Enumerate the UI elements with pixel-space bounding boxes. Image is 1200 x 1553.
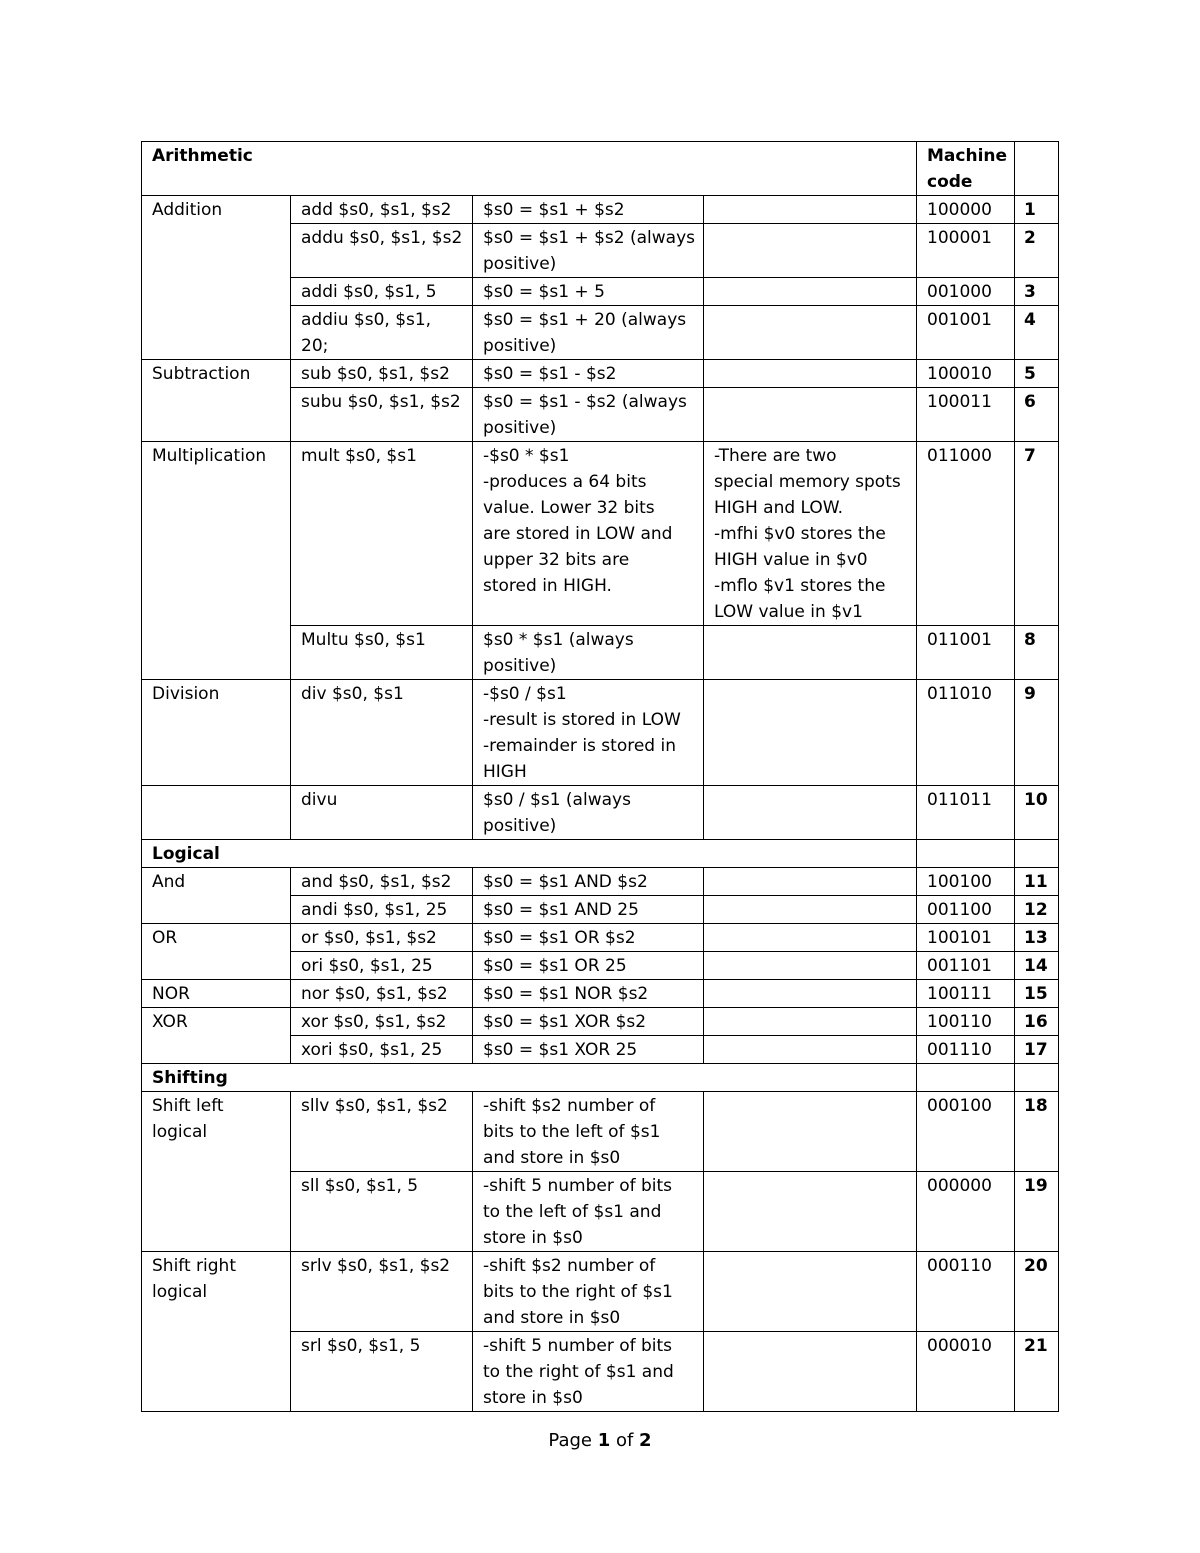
index-cell: 6 bbox=[1015, 388, 1059, 442]
description-cell: $s0 = $s1 OR 25 bbox=[473, 952, 704, 980]
instruction-table bbox=[141, 141, 1059, 1412]
machine-code-cell: 001001 bbox=[917, 306, 1015, 360]
instruction-cell: addiu $s0, $s1, 20; bbox=[291, 306, 473, 360]
description-cell: $s0 = $s1 - $s2 (always positive) bbox=[473, 388, 704, 442]
category-cell: OR bbox=[142, 924, 291, 952]
description-cell: $s0 / $s1 (always positive) bbox=[473, 786, 704, 840]
index-cell: 2 bbox=[1015, 224, 1059, 278]
machine-code-cell: 000000 bbox=[917, 1172, 1015, 1252]
table-row bbox=[142, 196, 1059, 224]
section-instruction-cell bbox=[291, 142, 473, 196]
notes-cell bbox=[704, 388, 917, 442]
notes-cell bbox=[704, 1008, 917, 1036]
section-category-cell: Logical bbox=[142, 840, 291, 868]
notes-cell: -There are two special memory spots HIGH and LOW. -mfhi $v0 stores the HIGH value in $v0 -mflo $v1 stores the LOW value in $v1 bbox=[704, 442, 917, 626]
machine-code-cell: 100010 bbox=[917, 360, 1015, 388]
description-cell: $s0 = $s1 AND 25 bbox=[473, 896, 704, 924]
category-cell: Shift right logical bbox=[142, 1252, 291, 1332]
category-cell bbox=[142, 626, 291, 680]
notes-cell bbox=[704, 360, 917, 388]
description-cell: -shift 5 number of bits to the right of $s1 and store in $s0 bbox=[473, 1332, 704, 1412]
index-cell: 12 bbox=[1015, 896, 1059, 924]
description-cell: $s0 = $s1 + 5 bbox=[473, 278, 704, 306]
section-category-cell: Shifting bbox=[142, 1064, 291, 1092]
table-row bbox=[142, 1008, 1059, 1036]
instruction-cell: sub $s0, $s1, $s2 bbox=[291, 360, 473, 388]
notes-cell bbox=[704, 306, 917, 360]
notes-cell bbox=[704, 1252, 917, 1332]
notes-cell bbox=[704, 626, 917, 680]
notes-cell bbox=[704, 1036, 917, 1064]
notes-cell bbox=[704, 1092, 917, 1172]
instruction-cell: subu $s0, $s1, $s2 bbox=[291, 388, 473, 442]
section-header-row bbox=[142, 142, 1059, 196]
instruction-cell: srlv $s0, $s1, $s2 bbox=[291, 1252, 473, 1332]
table-row bbox=[142, 1092, 1059, 1172]
table-row bbox=[142, 952, 1059, 980]
instruction-cell: addi $s0, $s1, 5 bbox=[291, 278, 473, 306]
table-row bbox=[142, 1252, 1059, 1332]
table-row bbox=[142, 1172, 1059, 1252]
index-cell: 13 bbox=[1015, 924, 1059, 952]
category-cell bbox=[142, 306, 291, 360]
table-row bbox=[142, 442, 1059, 626]
instruction-cell: xori $s0, $s1, 25 bbox=[291, 1036, 473, 1064]
section-index-cell bbox=[1015, 142, 1059, 196]
instruction-cell: ori $s0, $s1, 25 bbox=[291, 952, 473, 980]
machine-code-cell: 100101 bbox=[917, 924, 1015, 952]
machine-code-cell: 001110 bbox=[917, 1036, 1015, 1064]
notes-cell bbox=[704, 980, 917, 1008]
section-description-cell bbox=[473, 1064, 704, 1092]
table-row bbox=[142, 224, 1059, 278]
category-cell bbox=[142, 224, 291, 278]
instruction-cell: mult $s0, $s1 bbox=[291, 442, 473, 626]
index-cell: 21 bbox=[1015, 1332, 1059, 1412]
index-cell: 9 bbox=[1015, 680, 1059, 786]
machine-code-cell: 100011 bbox=[917, 388, 1015, 442]
table-row bbox=[142, 680, 1059, 786]
table-row bbox=[142, 1036, 1059, 1064]
machine-code-cell: 011000 bbox=[917, 442, 1015, 626]
instruction-cell: or $s0, $s1, $s2 bbox=[291, 924, 473, 952]
category-cell bbox=[142, 786, 291, 840]
description-cell: -shift 5 number of bits to the left of $s1 and store in $s0 bbox=[473, 1172, 704, 1252]
instruction-cell: andi $s0, $s1, 25 bbox=[291, 896, 473, 924]
table-row bbox=[142, 626, 1059, 680]
notes-cell bbox=[704, 924, 917, 952]
table-row bbox=[142, 1332, 1059, 1412]
section-index-cell bbox=[1015, 1064, 1059, 1092]
category-cell bbox=[142, 1036, 291, 1064]
category-cell: Division bbox=[142, 680, 291, 786]
category-cell: NOR bbox=[142, 980, 291, 1008]
instruction-cell: sllv $s0, $s1, $s2 bbox=[291, 1092, 473, 1172]
section-machine-code-cell bbox=[917, 840, 1015, 868]
category-cell: XOR bbox=[142, 1008, 291, 1036]
description-cell: $s0 = $s1 + $s2 (always positive) bbox=[473, 224, 704, 278]
table-row bbox=[142, 388, 1059, 442]
index-cell: 3 bbox=[1015, 278, 1059, 306]
machine-code-cell: 000100 bbox=[917, 1092, 1015, 1172]
instruction-cell: Multu $s0, $s1 bbox=[291, 626, 473, 680]
index-cell: 19 bbox=[1015, 1172, 1059, 1252]
machine-code-cell: 100110 bbox=[917, 1008, 1015, 1036]
table-row bbox=[142, 980, 1059, 1008]
description-cell: $s0 * $s1 (always positive) bbox=[473, 626, 704, 680]
description-cell: $s0 = $s1 OR $s2 bbox=[473, 924, 704, 952]
instruction-cell: nor $s0, $s1, $s2 bbox=[291, 980, 473, 1008]
footer-middle: of bbox=[610, 1430, 640, 1451]
index-cell: 10 bbox=[1015, 786, 1059, 840]
description-cell: -$s0 / $s1 -result is stored in LOW -remainder is stored in HIGH bbox=[473, 680, 704, 786]
category-cell bbox=[142, 278, 291, 306]
notes-cell bbox=[704, 896, 917, 924]
machine-code-cell: 000110 bbox=[917, 1252, 1015, 1332]
category-cell bbox=[142, 952, 291, 980]
machine-code-cell: 001100 bbox=[917, 896, 1015, 924]
machine-code-cell: 011011 bbox=[917, 786, 1015, 840]
footer-page-total: 2 bbox=[639, 1430, 652, 1451]
section-instruction-cell bbox=[291, 840, 473, 868]
instruction-cell: srl $s0, $s1, 5 bbox=[291, 1332, 473, 1412]
category-cell: Subtraction bbox=[142, 360, 291, 388]
category-cell: Shift left logical bbox=[142, 1092, 291, 1172]
index-cell: 20 bbox=[1015, 1252, 1059, 1332]
index-cell: 11 bbox=[1015, 868, 1059, 896]
table-row bbox=[142, 278, 1059, 306]
machine-code-cell: 100000 bbox=[917, 196, 1015, 224]
notes-cell bbox=[704, 278, 917, 306]
footer-prefix: Page bbox=[548, 1430, 598, 1451]
notes-cell bbox=[704, 786, 917, 840]
index-cell: 8 bbox=[1015, 626, 1059, 680]
machine-code-cell: 001000 bbox=[917, 278, 1015, 306]
instruction-cell: and $s0, $s1, $s2 bbox=[291, 868, 473, 896]
instruction-cell: xor $s0, $s1, $s2 bbox=[291, 1008, 473, 1036]
description-cell: $s0 = $s1 + 20 (always positive) bbox=[473, 306, 704, 360]
index-cell: 16 bbox=[1015, 1008, 1059, 1036]
index-cell: 7 bbox=[1015, 442, 1059, 626]
footer-page-number: 1 bbox=[597, 1430, 611, 1451]
description-cell: -shift $s2 number of bits to the right of $s1 and store in $s0 bbox=[473, 1252, 704, 1332]
table-row bbox=[142, 306, 1059, 360]
description-cell: $s0 = $s1 XOR $s2 bbox=[473, 1008, 704, 1036]
section-machine-code-cell bbox=[917, 1064, 1015, 1092]
machine-code-cell: 100001 bbox=[917, 224, 1015, 278]
index-cell: 15 bbox=[1015, 980, 1059, 1008]
instruction-cell: sll $s0, $s1, 5 bbox=[291, 1172, 473, 1252]
section-index-cell bbox=[1015, 840, 1059, 868]
section-notes-cell bbox=[704, 142, 917, 196]
notes-cell bbox=[704, 680, 917, 786]
category-cell bbox=[142, 1172, 291, 1252]
instruction-cell: div $s0, $s1 bbox=[291, 680, 473, 786]
machine-code-cell: 011001 bbox=[917, 626, 1015, 680]
category-cell bbox=[142, 388, 291, 442]
table-row bbox=[142, 360, 1059, 388]
page-footer bbox=[0, 1430, 1200, 1451]
section-category-cell: Arithmetic bbox=[142, 142, 291, 196]
machine-code-cell: 100111 bbox=[917, 980, 1015, 1008]
section-description-cell bbox=[473, 840, 704, 868]
notes-cell bbox=[704, 868, 917, 896]
section-machine-code-cell: Machine code bbox=[917, 142, 1015, 196]
notes-cell bbox=[704, 224, 917, 278]
machine-code-cell: 100100 bbox=[917, 868, 1015, 896]
section-notes-cell bbox=[704, 840, 917, 868]
notes-cell bbox=[704, 952, 917, 980]
section-header-row bbox=[142, 1064, 1059, 1092]
index-cell: 17 bbox=[1015, 1036, 1059, 1064]
description-cell: $s0 = $s1 - $s2 bbox=[473, 360, 704, 388]
machine-code-cell: 001101 bbox=[917, 952, 1015, 980]
section-description-cell bbox=[473, 142, 704, 196]
section-notes-cell bbox=[704, 1064, 917, 1092]
machine-code-cell: 000010 bbox=[917, 1332, 1015, 1412]
machine-code-cell: 011010 bbox=[917, 680, 1015, 786]
description-cell: $s0 = $s1 NOR $s2 bbox=[473, 980, 704, 1008]
index-cell: 14 bbox=[1015, 952, 1059, 980]
instruction-cell: addu $s0, $s1, $s2 bbox=[291, 224, 473, 278]
section-instruction-cell bbox=[291, 1064, 473, 1092]
table-row bbox=[142, 868, 1059, 896]
section-header-row bbox=[142, 840, 1059, 868]
table-row bbox=[142, 896, 1059, 924]
category-cell: Addition bbox=[142, 196, 291, 224]
table-row bbox=[142, 786, 1059, 840]
description-cell: $s0 = $s1 XOR 25 bbox=[473, 1036, 704, 1064]
category-cell: And bbox=[142, 868, 291, 896]
instruction-cell: divu bbox=[291, 786, 473, 840]
description-cell: $s0 = $s1 + $s2 bbox=[473, 196, 704, 224]
index-cell: 1 bbox=[1015, 196, 1059, 224]
description-cell: -$s0 * $s1 -produces a 64 bits value. Lower 32 bits are stored in LOW and upper 32 bits are stored in HIGH. bbox=[473, 442, 704, 626]
category-cell bbox=[142, 896, 291, 924]
index-cell: 18 bbox=[1015, 1092, 1059, 1172]
table-row bbox=[142, 924, 1059, 952]
description-cell: $s0 = $s1 AND $s2 bbox=[473, 868, 704, 896]
notes-cell bbox=[704, 1332, 917, 1412]
notes-cell bbox=[704, 196, 917, 224]
category-cell: Multiplication bbox=[142, 442, 291, 626]
index-cell: 5 bbox=[1015, 360, 1059, 388]
notes-cell bbox=[704, 1172, 917, 1252]
instruction-table-body bbox=[142, 142, 1059, 1412]
index-cell: 4 bbox=[1015, 306, 1059, 360]
instruction-cell: add $s0, $s1, $s2 bbox=[291, 196, 473, 224]
category-cell bbox=[142, 1332, 291, 1412]
description-cell: -shift $s2 number of bits to the left of $s1 and store in $s0 bbox=[473, 1092, 704, 1172]
